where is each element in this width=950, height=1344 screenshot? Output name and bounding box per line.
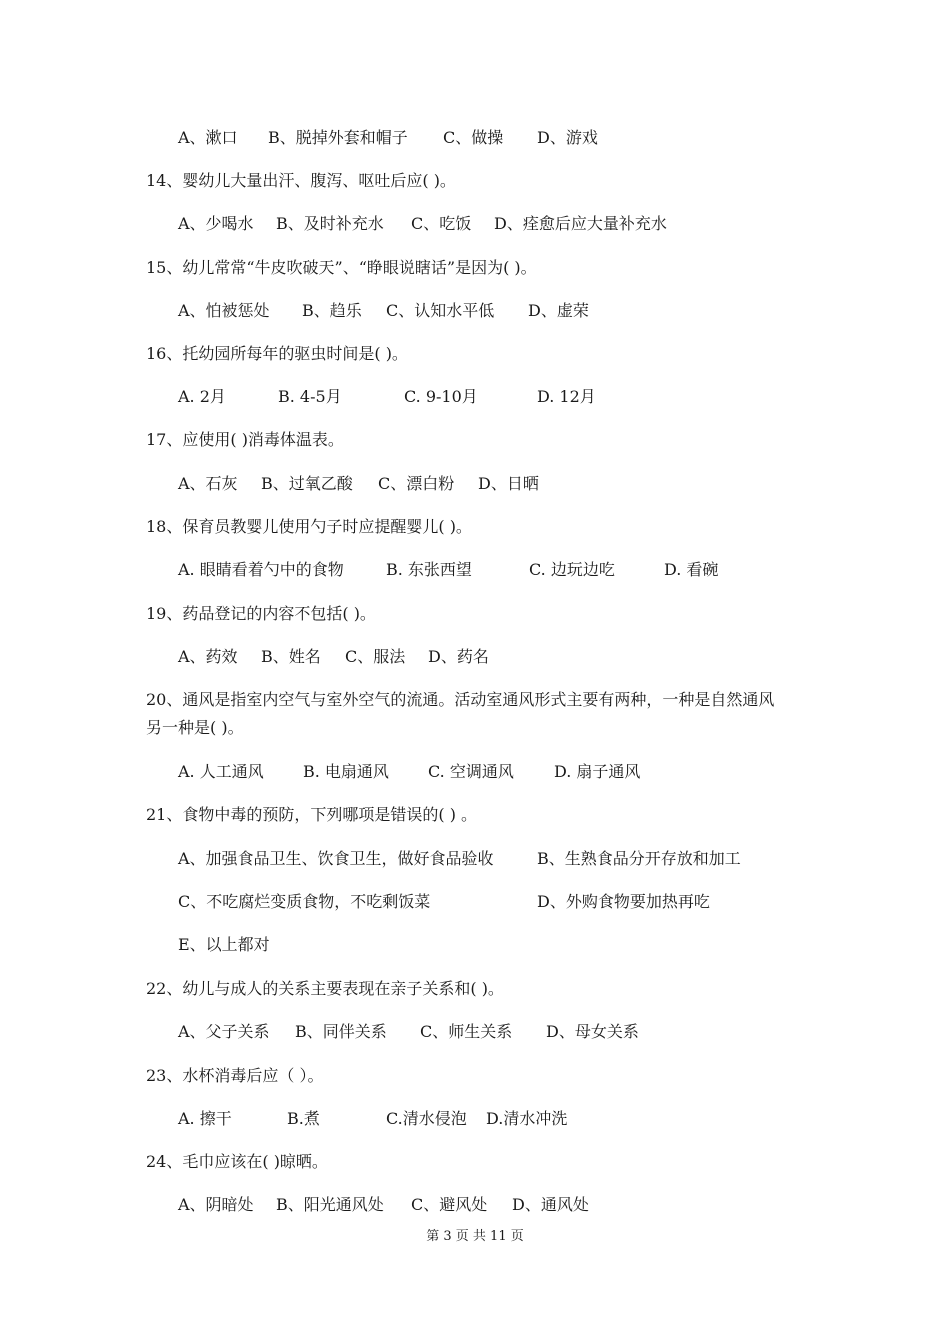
option-d: D. 看碗 xyxy=(664,560,719,579)
option-b: B、姓名 xyxy=(261,647,321,666)
option-a: A、父子关系 xyxy=(178,1022,270,1041)
option-e: E、以上都对 xyxy=(178,935,270,954)
option-b: B、同伴关系 xyxy=(295,1022,387,1041)
option-c: C、师生关系 xyxy=(420,1022,513,1041)
option-b: B、过氧乙酸 xyxy=(261,474,353,493)
option-d: D、痊愈后应大量补充水 xyxy=(494,214,667,233)
option-c: C. 空调通风 xyxy=(428,762,514,781)
option-a: A、少喝水 xyxy=(178,214,254,233)
option-b: B、阳光通风处 xyxy=(276,1195,384,1214)
question-19-stem: 19、药品登记的内容不包括( )。 xyxy=(146,604,376,623)
option-a: A、石灰 xyxy=(178,474,238,493)
option-d: D、日晒 xyxy=(478,474,539,493)
option-b: B、脱掉外套和帽子 xyxy=(268,128,408,147)
option-a: A、药效 xyxy=(178,647,238,666)
question-14-stem: 14、婴幼儿大量出汗、腹泻、呕吐后应( )。 xyxy=(146,171,456,190)
question-23-stem: 23、水杯消毒后应（ ）。 xyxy=(146,1066,324,1085)
option-c: C、不吃腐烂变质食物，不吃剩饭菜 xyxy=(178,892,431,911)
option-b: B. 电扇通风 xyxy=(303,762,389,781)
option-d: D、游戏 xyxy=(537,128,598,147)
option-a: A、怕被惩处 xyxy=(178,301,270,320)
option-a: A. 眼睛看着勺中的食物 xyxy=(178,560,344,579)
option-d: D.清水冲洗 xyxy=(486,1109,568,1128)
question-20-stem: 20、通风是指室内空气与室外空气的流通。活动室通风形式主要有两种，一种是自然通风 xyxy=(146,690,775,709)
option-c: C.清水侵泡 xyxy=(386,1109,467,1128)
option-b: B.煮 xyxy=(287,1109,320,1128)
page-footer: 第 3 页 共 11 页 xyxy=(426,1229,524,1244)
question-17-stem: 17、应使用( )消毒体温表。 xyxy=(146,430,344,449)
option-d: D. 扇子通风 xyxy=(554,762,641,781)
option-b: B、及时补充水 xyxy=(276,214,384,233)
option-a: A、阴暗处 xyxy=(178,1195,254,1214)
option-b: B、趋乐 xyxy=(302,301,362,320)
option-d: D、通风处 xyxy=(512,1195,589,1214)
option-a: A. 擦干 xyxy=(178,1109,232,1128)
option-a: A、加强食品卫生、饮食卫生，做好食品验收 xyxy=(178,849,494,868)
option-c: C、服法 xyxy=(345,647,406,666)
option-d: D、虚荣 xyxy=(528,301,589,320)
option-c: C、吃饭 xyxy=(411,214,472,233)
option-a: A. 2月 xyxy=(178,387,226,406)
option-b: B. 东张西望 xyxy=(386,560,472,579)
option-c: C、认知水平低 xyxy=(386,301,495,320)
option-d: D. 12月 xyxy=(537,387,596,406)
option-d: D、外购食物要加热再吃 xyxy=(537,892,710,911)
option-c: C、做操 xyxy=(443,128,504,147)
option-c: C. 9-10月 xyxy=(404,387,478,406)
question-15-stem: 15、幼儿常常“牛皮吹破天”、“睁眼说瞎话”是因为( )。 xyxy=(146,258,537,277)
question-20-stem-continued: 另一种是( )。 xyxy=(146,718,244,737)
option-c: C. 边玩边吃 xyxy=(529,560,615,579)
option-c: C、漂白粉 xyxy=(378,474,455,493)
question-21-stem: 21、食物中毒的预防，下列哪项是错误的( ) 。 xyxy=(146,805,478,824)
option-a: A、漱口 xyxy=(178,128,238,147)
option-a: A. 人工通风 xyxy=(178,762,264,781)
option-d: D、药名 xyxy=(428,647,489,666)
question-22-stem: 22、幼儿与成人的关系主要表现在亲子关系和( )。 xyxy=(146,979,504,998)
option-b: B. 4-5月 xyxy=(278,387,342,406)
option-c: C、避风处 xyxy=(411,1195,488,1214)
option-b: B、生熟食品分开存放和加工 xyxy=(537,849,741,868)
question-18-stem: 18、保育员教婴儿使用勺子时应提醒婴儿( )。 xyxy=(146,517,472,536)
option-d: D、母女关系 xyxy=(546,1022,639,1041)
question-16-stem: 16、托幼园所每年的驱虫时间是( )。 xyxy=(146,344,408,363)
question-24-stem: 24、毛巾应该在( )晾晒。 xyxy=(146,1152,328,1171)
